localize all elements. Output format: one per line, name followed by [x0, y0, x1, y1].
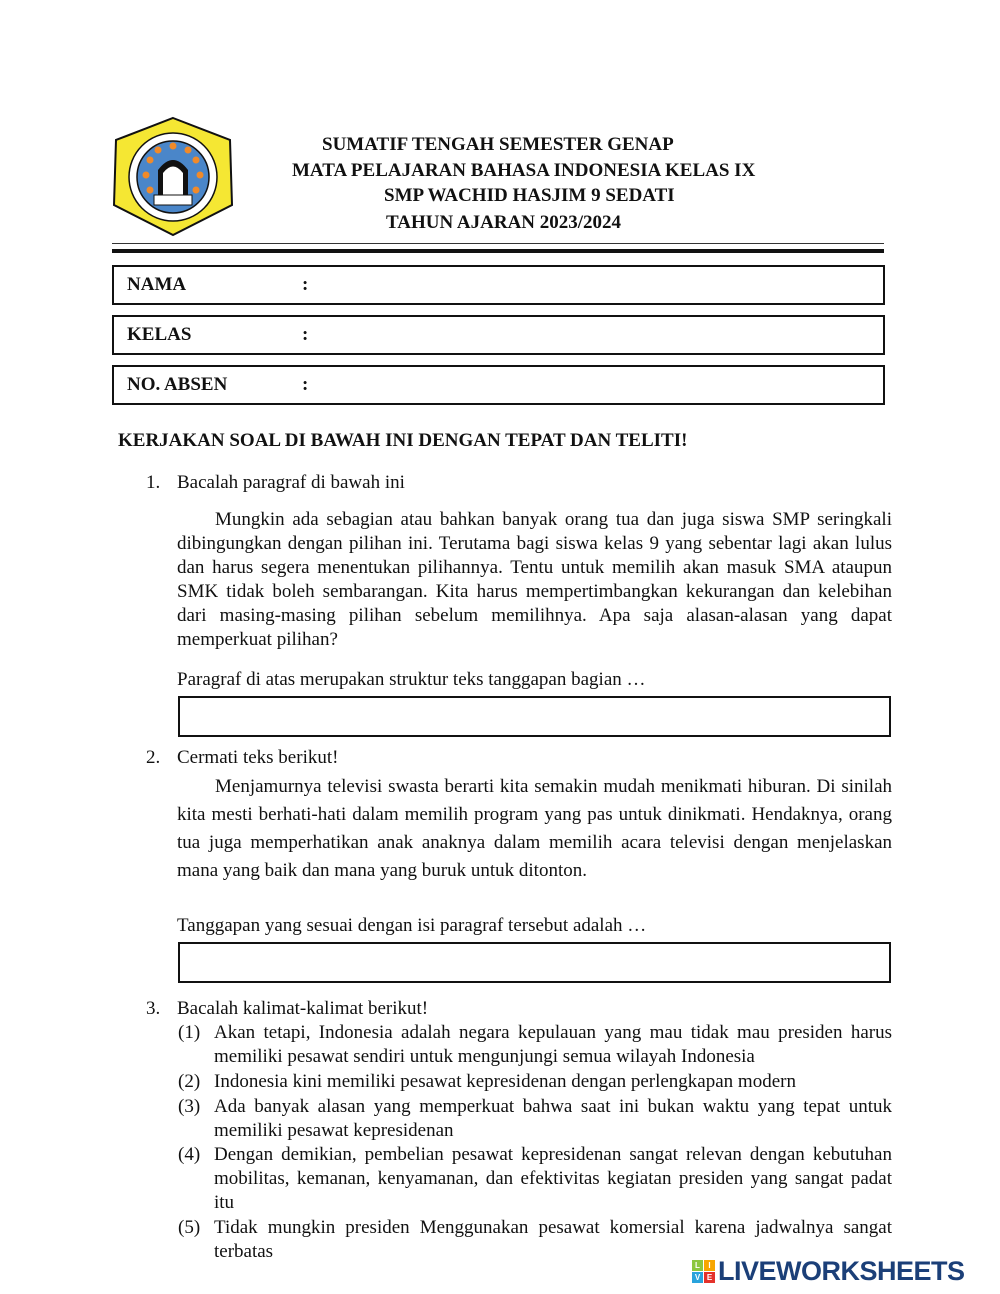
sentence-text: Indonesia kini memiliki pesawat kepresidenan dengan perlengkapan modern [214, 1071, 796, 1092]
sentence-text: Tidak mungkin presiden Menggunakan pesawat komersial karena jadwalnya sangat terbatas [214, 1217, 892, 1262]
class-colon: : [302, 324, 309, 345]
q2-question: Tanggapan yang sesuai dengan isi paragraf tersebut adalah … [177, 915, 647, 936]
q3-number: 3. [146, 998, 161, 1019]
q2-passage: Menjamurnya televisi swasta berarti kita semakin mudah menikmati hiburan. Di sinilah kita mesti berhati-hati dalam memilih program yang pas untuk dinikmati. Hendaknya, orang tua juga memperhatikan anak anaknya dalam memilih acara televisi dengan menjelaskan mana yang baik dan mana yang buruk untuk ditonton. [177, 776, 892, 881]
absence-number-colon: : [302, 374, 309, 395]
q1-passage: Mungkin ada sebagian atau bahkan banyak orang tua dan juga siswa SMP seringkali dibingungkan dengan pilihan ini. Terutama bagi siswa kelas 9 yang sebentar lagi akan lulus dan harus segera menentukan pilihannya. Tentu untuk memilih akan masuk SMA ataupun SMK tidak boleh sembarangan. Kita harus mempertimbangkan kekurangan dan kelebihan dari masing-masing pilihan sebelum memilihnya. Apa saja alasan-alasan yang dapat memperkuat pilihan? [177, 509, 892, 650]
sentence-text: Dengan demikian, pembelian pesawat kepresidenan sangat relevan dengan kebutuhan mobilitas, kemanan, kenyamanan, dan efektivitas kegiatan presiden yang sangat padat itu [214, 1144, 892, 1213]
q2-prompt: Cermati teks berikut! [177, 747, 339, 768]
liveworksheets-wordmark: LIVEWORKSHEETS [718, 1256, 965, 1286]
q1-question: Paragraf di atas merupakan struktur teks tanggapan bagian … [177, 669, 646, 690]
sentence-number: (3) [178, 1096, 201, 1117]
q2-answer-input[interactable] [178, 942, 891, 983]
class-field[interactable] [112, 315, 885, 355]
sentence-number: (2) [178, 1071, 201, 1092]
badge-letter: V [692, 1272, 703, 1283]
header-line-1: SUMATIF TENGAH SEMESTER GENAP [322, 134, 674, 155]
q1-answer-input[interactable] [178, 696, 891, 737]
q3-sentence-3 [178, 1095, 892, 1143]
q3-sentence-2 [178, 1070, 892, 1094]
q3-prompt: Bacalah kalimat-kalimat berikut! [177, 998, 429, 1019]
liveworksheets-logo[interactable] [692, 1256, 965, 1287]
name-colon: : [302, 274, 309, 295]
school-logo [110, 115, 236, 237]
header-divider-thick [112, 249, 884, 253]
live-badge-icon [692, 1260, 715, 1283]
q3-sentence-4 [178, 1143, 892, 1215]
q1-prompt: Bacalah paragraf di bawah ini [177, 472, 405, 493]
header-line-3: SMP WACHID HASJIM 9 SEDATI [384, 185, 675, 206]
sentence-number: (5) [178, 1217, 201, 1238]
sentence-text: Ada banyak alasan yang memperkuat bahwa saat ini bukan waktu yang tepat untuk memiliki pesawat kepresidenan [214, 1096, 892, 1141]
q1-number: 1. [146, 472, 161, 493]
q3-sentence-1 [178, 1021, 892, 1069]
name-label: NAMA [127, 274, 187, 295]
badge-letter: E [704, 1272, 715, 1283]
class-label: KELAS [127, 324, 192, 345]
badge-letter: L [692, 1260, 703, 1271]
header-line-2: MATA PELAJARAN BAHASA INDONESIA KELAS IX [292, 160, 756, 181]
instruction: KERJAKAN SOAL DI BAWAH INI DENGAN TEPAT DAN TELITI! [118, 430, 688, 451]
q2-number: 2. [146, 747, 161, 768]
header-line-4: TAHUN AJARAN 2023/2024 [386, 212, 622, 233]
absence-number-label: NO. ABSEN [127, 374, 228, 395]
header-divider-thin [112, 243, 884, 244]
badge-letter: I [704, 1260, 715, 1271]
sentence-text: Akan tetapi, Indonesia adalah negara kepulauan yang mau tidak mau presiden harus memiliki pesawat sendiri untuk mengunjungi semua wilayah Indonesia [214, 1022, 892, 1067]
sentence-number: (1) [178, 1022, 201, 1043]
sentence-number: (4) [178, 1144, 201, 1165]
absence-number-field[interactable] [112, 365, 885, 405]
name-field[interactable] [112, 265, 885, 305]
